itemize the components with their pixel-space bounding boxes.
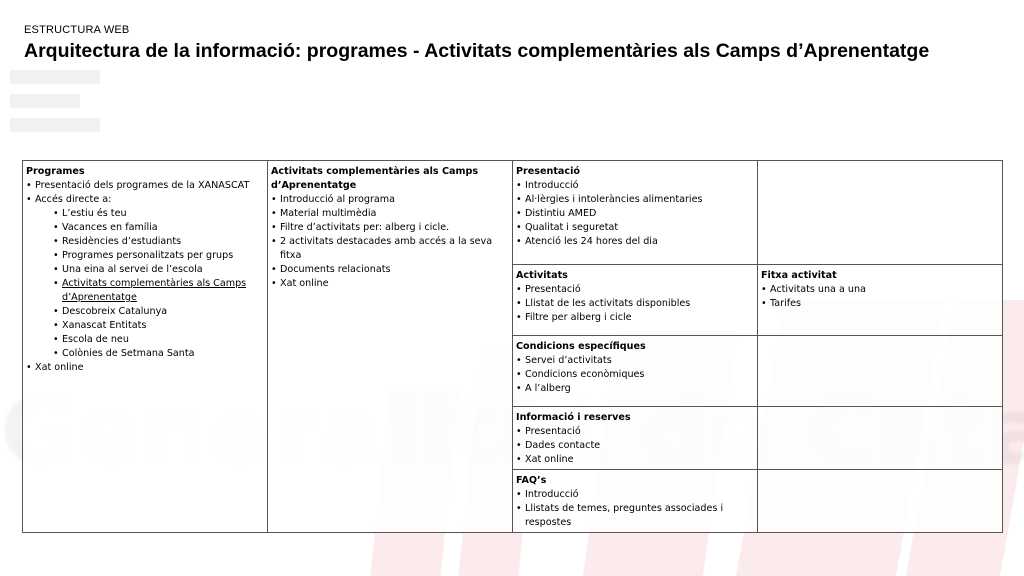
list-item-label: Accés directe a: (35, 194, 112, 205)
cell-title: Activitats complementàries als Camps d’Aprenentatge (271, 166, 479, 191)
list-item: • Xat online (26, 361, 264, 375)
list-item: • Xanascat Entitats (53, 319, 264, 333)
empty-cell (758, 161, 1003, 265)
generalitat-logo-icon (0, 60, 120, 150)
list-item: • Llistats de temes, preguntes associades i respostes (516, 502, 754, 530)
list-item: • Filtre d’activitats per: alberg i cicle. (271, 221, 509, 235)
list-item: • Una eina al servei de l’escola (53, 263, 264, 277)
list-item: • Presentació (516, 283, 754, 297)
list-item: • Documents relacionats (271, 263, 509, 277)
informacio-reserves-list (516, 425, 754, 467)
cell-title: FAQ’s (516, 475, 547, 486)
activitats-complementaries-cell (268, 161, 513, 533)
list-item: • Vacances en família (53, 221, 264, 235)
list-item: • Escola de neu (53, 333, 264, 347)
list-item: • Presentació (516, 425, 754, 439)
list-item: • Introducció al programa (271, 193, 509, 207)
list-item: • Xat online (516, 453, 754, 467)
list-item: • L’estiu és teu (53, 207, 264, 221)
list-item: • A l’alberg (516, 382, 754, 396)
informacio-reserves-cell (513, 407, 758, 470)
faqs-cell (513, 470, 758, 533)
list-item: • Servei d’activitats (516, 354, 754, 368)
list-item: • Introducció (516, 488, 754, 502)
information-architecture-table (22, 160, 1003, 533)
list-item: • Al·lèrgies i intoleràncies alimentaries (516, 193, 754, 207)
cell-title: Condicions específiques (516, 341, 646, 352)
cell-title: Presentació (516, 166, 580, 177)
list-item: • Xat online (271, 277, 509, 291)
presentacio-list (516, 179, 754, 249)
list-item: • Introducció (516, 179, 754, 193)
list-item: • Llistat de les activitats disponibles (516, 297, 754, 311)
direct-access-list (53, 207, 264, 361)
faqs-list (516, 488, 754, 530)
slide-title: Arquitectura de la informació: programes - Activitats complementàries als Camps d’Aprenentatge (24, 40, 930, 62)
list-item: • 2 activitats destacades amb accés a la seva fitxa (271, 235, 509, 263)
list-item: • Presentació dels programes de la XANASCAT (26, 179, 264, 193)
empty-cell (758, 407, 1003, 470)
cell-title: Fitxa activitat (761, 270, 837, 281)
cell-title: Programes (26, 166, 85, 177)
programes-cell (23, 161, 268, 533)
list-item: • Residències d’estudiants (53, 235, 264, 249)
cell-title: Activitats (516, 270, 568, 281)
list-item: • Dades contacte (516, 439, 754, 453)
list-item-current: • Activitats complementàries als Camps d’Aprenentatge (53, 277, 264, 305)
list-item: • Activitats una a una (761, 283, 999, 297)
slide-header (24, 24, 1004, 63)
table-row (23, 161, 1003, 265)
activitats-cell (513, 265, 758, 336)
list-item: • Distintiu AMED (516, 207, 754, 221)
list-item: • Atenció les 24 hores del dia (516, 235, 754, 249)
empty-cell (758, 336, 1003, 407)
list-item: • Descobreix Catalunya (53, 305, 264, 319)
activitats-complementaries-list (271, 193, 509, 291)
empty-cell (758, 470, 1003, 533)
fitxa-activitat-cell (758, 265, 1003, 336)
programes-list (26, 179, 264, 375)
list-item: • Qualitat i seguretat (516, 221, 754, 235)
list-item: • Programes personalitzats per grups (53, 249, 264, 263)
fitxa-activitat-list (761, 283, 999, 311)
list-item (26, 193, 264, 361)
condicions-cell (513, 336, 758, 407)
condicions-list (516, 354, 754, 396)
activitats-list (516, 283, 754, 325)
list-item: • Colònies de Setmana Santa (53, 347, 264, 361)
section-label: ESTRUCTURA WEB (24, 24, 130, 36)
presentacio-cell (513, 161, 758, 265)
list-item: • Tarifes (761, 297, 999, 311)
list-item: • Condicions econòmiques (516, 368, 754, 382)
list-item: • Material multimèdia (271, 207, 509, 221)
list-item: • Filtre per alberg i cicle (516, 311, 754, 325)
cell-title: Informació i reserves (516, 412, 631, 423)
